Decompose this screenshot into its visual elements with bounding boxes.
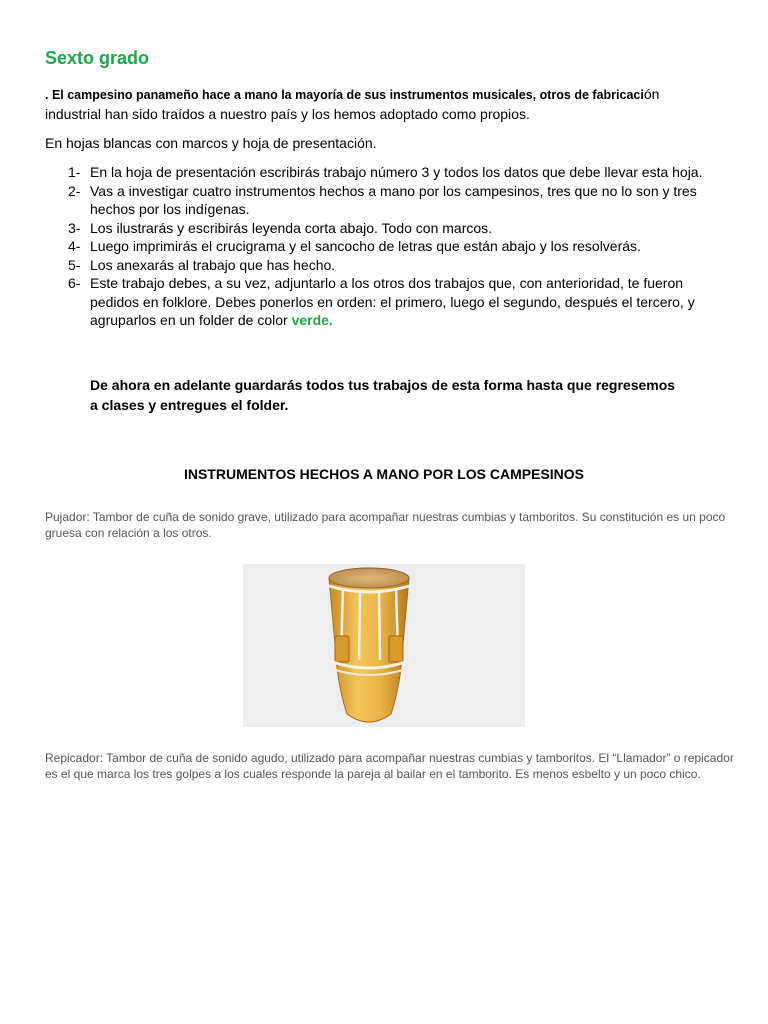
instructions-paragraph: En hojas blancas con marcos y hoja de presentación.: [45, 135, 377, 151]
list-item: 2- Vas a investigar cuatro instrumentos hechos a mano por los campesinos, tres que no lo son y tres hechos por los indígenas.: [68, 182, 697, 217]
drum-illustration: [243, 564, 525, 727]
bold-note: De ahora en adelante guardarás todos tus trabajos de esta forma hasta que regresemos a clases y entregues el folder.: [90, 377, 676, 413]
intro-paragraph: [45, 85, 735, 124]
steps-list: [68, 163, 723, 330]
list-item: 6- Este trabajo debes, a su vez, adjuntarlo a los otros dos trabajos que, con anterioridad, te fueron pedidos en folklore. Debes ponerlos en orden: el primero, luego el segundo, después el tercero, y agruparlos en un folder de color verde.: [68, 275, 695, 328]
pujador-caption: Pujador: Tambor de cuña de sonido grave, utilizado para acompañar nuestras cumbias y tamboritos. Su constitución es un poco gruesa con relación a los otros.: [45, 510, 726, 540]
intro-line2: industrial han sido traídos a nuestro país y los hemos adoptado como propios.: [45, 106, 530, 122]
section-heading: INSTRUMENTOS HECHOS A MANO POR LOS CAMPESINOS: [183, 466, 585, 482]
page-title: Sexto grado: [45, 48, 150, 68]
list-item: 4- Luego imprimirás el crucigrama y el sancocho de letras que están abajo y los resolverás.: [68, 238, 641, 254]
intro-bold-text: . El campesino panameño hace a mano la mayoría de sus instrumentos musicales, otros de fabricaci: [45, 88, 644, 102]
intro-tail-text: ón: [643, 86, 660, 102]
green-highlight: verde.: [291, 312, 333, 328]
list-item: 5- Los anexarás al trabajo que has hecho.: [68, 256, 336, 273]
list-item: 3- Los ilustrarás y escribirás leyenda corta abajo. Todo con marcos.: [68, 219, 493, 236]
drum-image: [243, 564, 525, 727]
list-item: 1- En la hoja de presentación escribirás trabajo número 3 y todos los datos que debe llevar esta hoja.: [68, 164, 703, 180]
repicador-caption: Repicador: Tambor de cuña de sonido agudo, utilizado para acompañar nuestras cumbias y tamboritos. El “Llamador” o repicador es el que marca los tres golpes a los cuales responde la pareja al bailar en el tamborito. Es menos esbelto y un poco chico.: [45, 751, 734, 781]
